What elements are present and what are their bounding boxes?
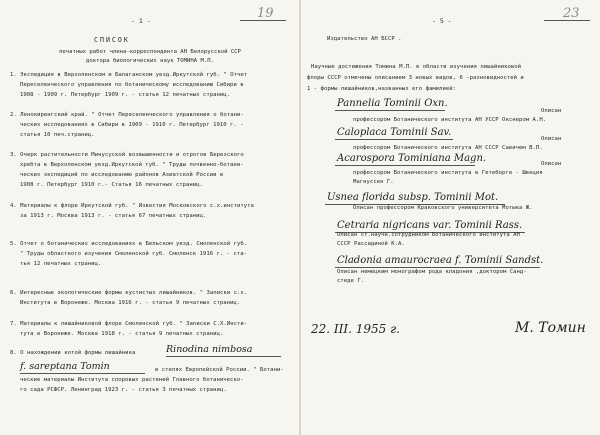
publisher-line: Издательство АН БССР . bbox=[327, 36, 402, 42]
right-page bbox=[301, 0, 600, 435]
publication-entry-line: Переселенческого управления по ботаническому исследованию Сибири в bbox=[20, 82, 244, 88]
species-description-line: Описан немецким монографом рода кладония ,доктором Санд- bbox=[337, 269, 527, 275]
species-description-line: Описан bbox=[541, 108, 562, 114]
publication-entry-line: 7. Материалы к лишайниковой флоре Смоленской губ. " Записки С.Х.Инсти- bbox=[10, 321, 248, 327]
publication-entry-line: статья 10 печ.страниц. bbox=[20, 132, 95, 138]
species-description-line: профессором Ботанического института АН УССР Окснером А.Н. bbox=[353, 117, 547, 123]
species-description-line: профессором Ботанического института АН СССР Савичем В.П. bbox=[353, 145, 543, 151]
species-underline bbox=[335, 267, 540, 268]
publication-entry-line: в степях Европейской России. " Ботани- bbox=[155, 367, 284, 373]
handwritten-species-name: f. sareptana Tomin bbox=[20, 361, 110, 372]
species-underline bbox=[335, 139, 453, 140]
species-description-line: Магнуссен Г. bbox=[353, 179, 394, 185]
publication-entry-line: 8. О нахождении котой формы лишайника bbox=[10, 350, 136, 356]
handwritten-species-name: Acarospora Tominiana Magn. bbox=[337, 153, 487, 164]
subtitle-line: доктора биологических наук ТОМИНА М.П. bbox=[86, 58, 214, 64]
publication-entry-line: 6. Интересные экологические формы кустистых лишайников. " Записки с.х. bbox=[10, 290, 248, 296]
archive-number-underline bbox=[240, 20, 286, 21]
handwritten-species-name: Caloplaca Tominii Sav. bbox=[337, 127, 452, 138]
page-number: - 1 - bbox=[131, 17, 151, 25]
species-description-line: Описан bbox=[541, 136, 562, 142]
publication-entry-line: 1. Экспедиция в Верхоленском и Балаганском уезд.Иркутской губ. " Отчет bbox=[10, 72, 248, 78]
archive-number: 23 bbox=[563, 6, 580, 21]
publication-entry-line: ческих экспедиций по исследованию районов Азиатской России в bbox=[20, 172, 224, 178]
species-underline bbox=[335, 110, 445, 111]
species-description-line: Описан ст.научн.сотрудником Ботанического института АН bbox=[337, 232, 520, 238]
publication-entry-line: " Труды областного изучения Смоленской губ. Смоленск 1916 г. - ста- bbox=[20, 251, 247, 257]
intro-line: Научные достижения Томина М.П. в области изучения лишайниковой bbox=[311, 64, 522, 70]
species-underline bbox=[335, 165, 475, 166]
subtitle-line: печатных работ члена-корреспондента АН Белорусской ССР bbox=[59, 49, 241, 55]
intro-line: 1 - формы лишайников,названных его фамилией: bbox=[307, 86, 457, 92]
publication-entry-line: ческие материалы Института споровых растений Главного ботаническо- bbox=[20, 377, 244, 383]
signature: М. Томин bbox=[515, 320, 586, 336]
publication-entry-line: за 1913 г. Москва 1913 г. - статья 67 печатных страниц. bbox=[20, 213, 207, 219]
publication-entry-line: 1908 - 1909 г. Петербург 1909 г. - статья 12 печатных страниц. bbox=[20, 92, 231, 98]
handwritten-underline bbox=[20, 373, 145, 374]
publication-entry-line: го сада РСФСР. Ленинград 1923 г. - статья 3 печатных страниц. bbox=[20, 387, 227, 393]
left-page bbox=[0, 0, 299, 435]
publication-entry-line: 1908 г. Петербург 1910 г.- Статья 16 печатных страниц. bbox=[20, 182, 203, 188]
species-description-line: Описан bbox=[541, 161, 562, 167]
publication-entry-line: хребта в Верхоленском уезд.Иркутской губ. " Труды почвенно-ботани- bbox=[20, 162, 244, 168]
species-description-line: стеде Г. bbox=[337, 278, 365, 284]
publication-entry-line: 3. Очерк растительности Минусуской возвышенности и отрогов Березского bbox=[10, 152, 244, 158]
publication-entry-line: 5. Отчет о ботанических исследованиях в Бельском уезд. Смоленской губ. bbox=[10, 241, 248, 247]
species-description-line: профессором Ботанического института в Гетеборге - Швеция bbox=[353, 170, 543, 176]
publication-entry-line: тья 12 печатных страниц. bbox=[20, 261, 102, 267]
archive-number: 19 bbox=[257, 6, 274, 21]
handwritten-species-name: Pannelia Tominii Oxn. bbox=[337, 98, 448, 109]
handwritten-species-name: Rinodina nimbosa bbox=[166, 344, 253, 355]
intro-line: флоры СССР отмечены описанием 3 новых видов, 6 -разновидностей и bbox=[307, 75, 524, 81]
handwritten-species-name: Cladonia amaurocraea f. Tominii Sandst. bbox=[337, 255, 544, 266]
handwritten-species-name: Cetraria nigricans var. Tominii Rass. bbox=[337, 220, 523, 231]
publication-entry-line: 4. Материалы к флоре Иркутской губ. " Известия Московского с.х.института bbox=[10, 203, 254, 209]
species-description-line: Описан профессором Краковского университета Мотыка Ж. bbox=[353, 205, 533, 211]
archive-number-underline bbox=[544, 20, 590, 21]
publication-entry-line: 2. Ленокиренгский край. " Отчет Переселенческого управления о ботани- bbox=[10, 112, 244, 118]
species-description-line: СССР Рассадиной К.А. bbox=[337, 241, 405, 247]
handwritten-date: 22. III. 1955 г. bbox=[311, 322, 400, 336]
publication-entry-line: ческих исследованиях в Сибири в 1909 - 1910 г. Петербург 1910 г. - bbox=[20, 122, 244, 128]
document-title: СПИСОК bbox=[94, 36, 130, 44]
page-number: - 5 - bbox=[432, 17, 452, 25]
publication-entry-line: Института в Воронеже. Москва 1916 г. - статья 9 печатных страниц. bbox=[20, 300, 241, 306]
handwritten-underline bbox=[166, 356, 281, 357]
handwritten-species-name: Usnea florida subsp. Tominii Mot. bbox=[327, 192, 499, 203]
publication-entry-line: тута в Воронеже. Москва 1918 г. - статья 9 печатных страниц. bbox=[20, 331, 224, 337]
